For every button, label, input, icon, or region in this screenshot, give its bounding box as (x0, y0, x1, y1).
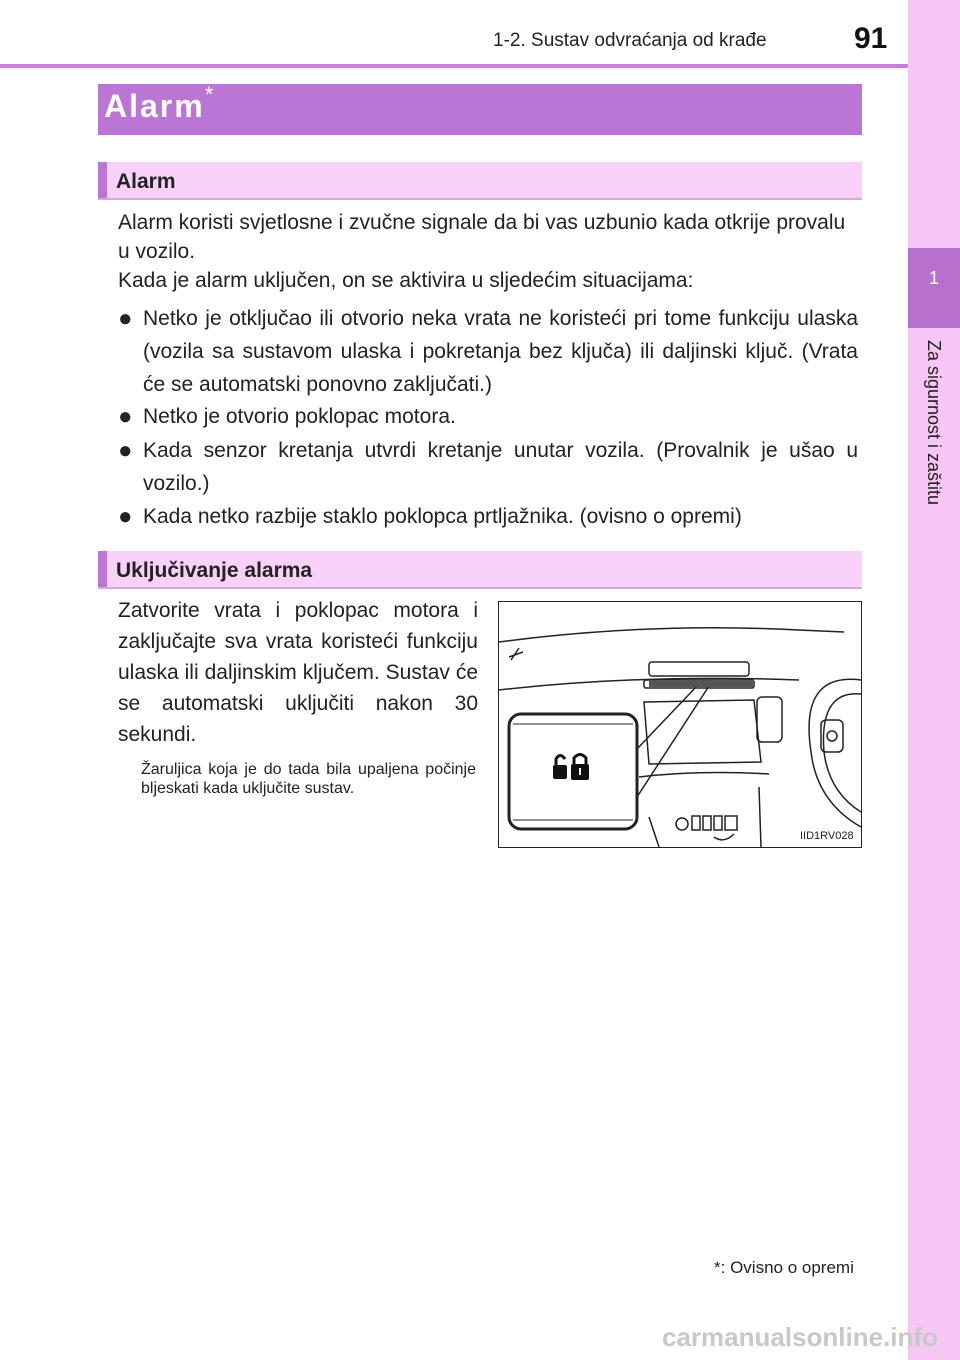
header-divider (0, 64, 908, 68)
intro-paragraph: Alarm koristi svjetlosne i zvučne signale da bi vas uzbunio kada otkrije provalu u vozilo. (118, 211, 846, 263)
list-item-text: Kada senzor kretanja utvrdi kretanje unutar vozila. (Provalnik je ušao u vozilo.) (143, 439, 858, 495)
list-item (118, 302, 858, 401)
page-title-text: Alarm (104, 88, 205, 124)
indicator-note: Žaruljica koja je do tada bila upaljena počinje bljeskati kada uključite sustav. (141, 761, 476, 797)
chapter-title: 1-2. Sustav odvraćanja od krađe (493, 30, 767, 51)
page-title (104, 82, 216, 125)
trigger-intro: Kada je alarm uključen, on se aktivira u sljedećim situacijama: (118, 269, 694, 292)
setting-instructions: Zatvorite vrata i poklopac motora i zaključajte sva vrata koristeći funkciju ulaska ili daljinskim ključem. Sustav će se automatski uključiti nakon 30 sekundi. (118, 599, 478, 746)
section-heading-alarm: Alarm (116, 170, 176, 193)
watermark: carmanualsonline.info (662, 1322, 938, 1352)
section-heading-setting: Uključivanje alarma (116, 559, 313, 582)
list-item-text: Netko je otvorio poklopac motora. (143, 405, 456, 428)
dashboard-illustration (499, 602, 861, 847)
bullet-icon: ● (118, 503, 133, 530)
title-marker: * (204, 82, 216, 107)
footnote-marker: * (714, 1258, 721, 1277)
side-tab (908, 0, 960, 1360)
side-tab-label: Za sigurnost i zaštitu (924, 340, 944, 506)
figure-code: IID1RV028 (800, 830, 854, 842)
side-tab-number: 1 (928, 268, 939, 288)
section-bar-alarm (98, 162, 862, 200)
list-item-text: Netko je otključao ili otvorio neka vrata ne koristeći pri tome funkciju ulaska (vozila sa sustavom ulaska i pokretanja bez ključa) ili daljinski ključ. (Vrata će se automatski ponovno zaključati.) (143, 307, 858, 396)
list-item (118, 500, 858, 533)
page-number: 91 (854, 22, 888, 55)
security-indicator-icon (553, 755, 589, 781)
bullet-icon: ● (118, 403, 133, 430)
dashboard-figure (498, 601, 862, 848)
list-item (118, 434, 858, 500)
list-item (118, 400, 858, 433)
list-item-text: Kada netko razbije staklo poklopca prtljažnika. (ovisno o opremi) (143, 505, 742, 528)
footnote (714, 1258, 854, 1278)
bullet-icon: ● (118, 437, 133, 464)
footnote-text: : Ovisno o opremi (720, 1258, 854, 1277)
bullet-icon: ● (118, 305, 133, 332)
